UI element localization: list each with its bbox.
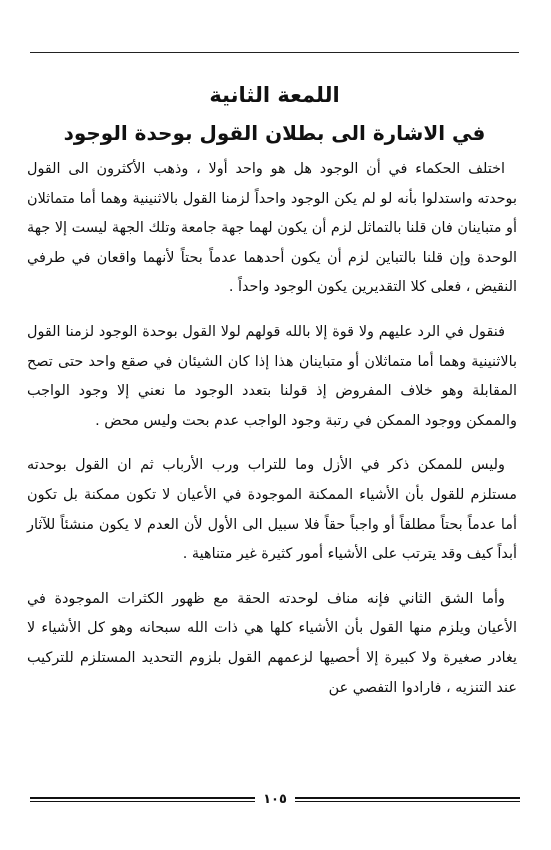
paragraph: فنقول في الرد عليهم ولا قوة إلا بالله قولهم لولا القول بوحدة الوجود لزمنا القول بالاثنينية وهما أما متماثلان أو متباينان هذا إذا كان الشيئان في صقع واحد حتى تصح المقابلة وهو خلاف المفروض إذ قولنا بتعدد الوجود ما نعني إلا وجود الواجب والممكن ووجود الممكن في رتبة وجود الواجب عدم بحت وليس محض . [27, 323, 517, 429]
paragraph: وأما الشق الثاني فإنه مناف لوحدته الحقة مع ظهور الكثرات الموجودة في الأعيان ويلزم منها القول بأن الأشياء كلها هي ذات الله سبحانه وهو كل الأشياء لا يغادر صغيرة ولا كبيرة إلا أحصيها لزعمهم القول بلزوم التحديد المستلزم للتركيب عند التنزيه ، فارادوا التفصي عن [27, 590, 517, 696]
chapter-subtitle: في الاشارة الى بطلان القول بوحدة الوجود [63, 121, 486, 145]
body-text [27, 155, 517, 718]
paragraph: وليس للممكن ذكر في الأزل وما للتراب ورب الأرباب ثم ان القول بوحدته مستلزم للقول بأن الأشياء الممكنة الموجودة في الأعيان لا تكون ممكنة بل تكون أما عدماً بحتاً مطلقاً أو واجباً حقاً فلا سبيل الى الأول لأن العدم لا يكون منشئاً للآثار أبداً كيف وقد يترتب على الأشياء أمور كثيرة غير متناهية . [27, 457, 517, 563]
footer-rule-right [295, 797, 520, 802]
page-number: ١٠٥ [263, 791, 287, 807]
page-footer [30, 789, 520, 809]
header-rule [30, 52, 519, 53]
chapter-title: اللمعة الثانية [209, 83, 340, 107]
footer-rule-left [30, 797, 255, 802]
paragraph: اختلف الحكماء في أن الوجود هل هو واحد أولا ، وذهب الأكثرون الى القول بوحدته واستدلوا بأنه لو لم يكن الوجود واحداً لزمنا القول بالاثنينية وهما أما متماثلان أو متباينان فان قلنا بالتماثل لزم أن يكون لهما جهة جامعة وتلك الجهة ليست إلا جهة الوحدة وإن قلنا بالتباين لزم أن يكون أحدهما عدماً بحتاً لأنهما واقعان في طرفي النقيض ، فعلى كلا التقديرين يكون الوجود واحداً . [27, 161, 517, 296]
